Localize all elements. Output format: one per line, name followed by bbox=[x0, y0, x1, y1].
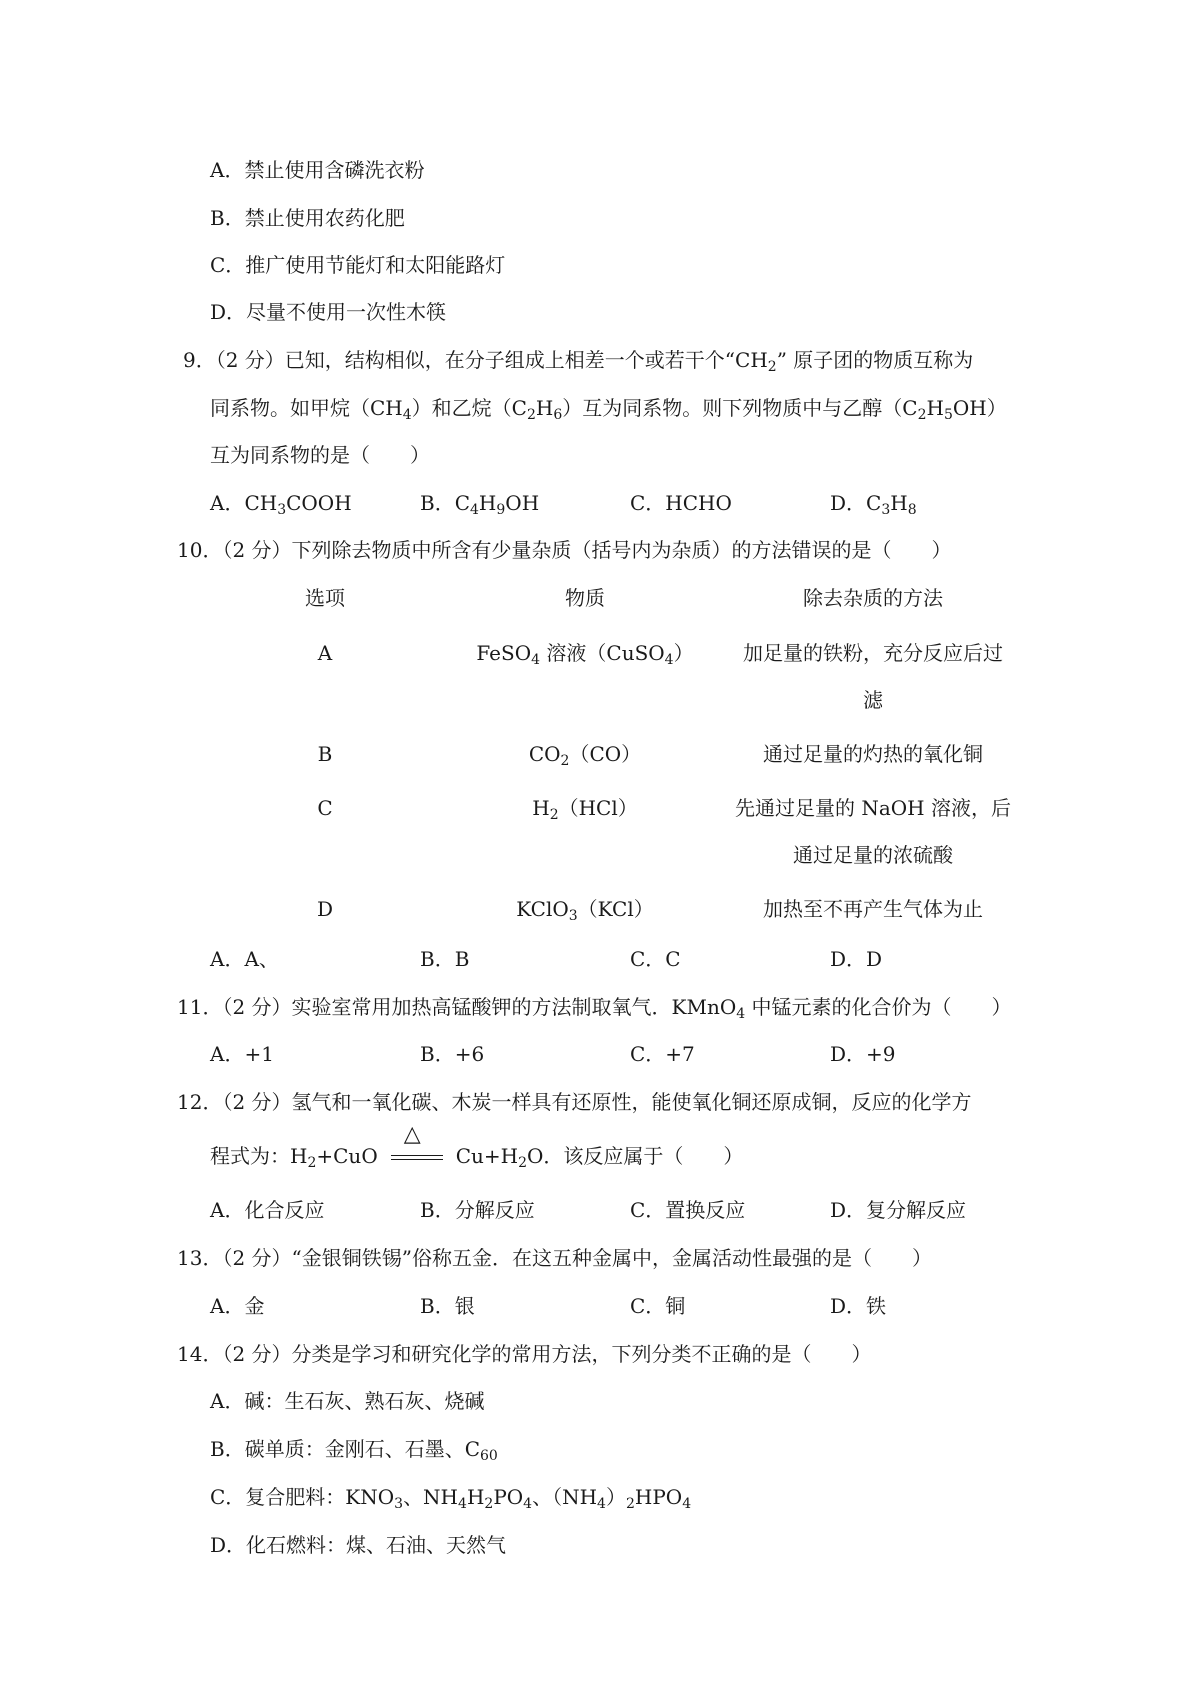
heat-delta-symbol: △ bbox=[403, 1122, 421, 1147]
q9-option-c: C．HCHO bbox=[630, 491, 732, 515]
q10-stem: 10．（2 分）下列除去物质中所含有少量杂质（括号内为杂质）的方法错误的是（ ） bbox=[177, 538, 952, 562]
table-row-a-method-cont: 滤 bbox=[863, 688, 883, 712]
q12-option-b: B．分解反应 bbox=[420, 1198, 535, 1222]
q12-option-c: C．置换反应 bbox=[630, 1198, 746, 1222]
q9-option-a: A．$CH_3COOH$ bbox=[210, 491, 352, 518]
table-header-option: 选项 bbox=[305, 586, 345, 610]
table-row-d-option: D bbox=[316, 897, 334, 921]
q14-option-b: B．碳单质：金刚石、石墨、$C_{60}$ bbox=[210, 1437, 498, 1464]
q9-stem-line-1: 9．（2 分）已知，结构相似，在分子组成上相差一个或若干个“$CH_2$” 原子团的物质互称为 bbox=[183, 348, 974, 375]
q10-option-c: C．C bbox=[630, 947, 681, 971]
table-row-b-material: $CO_2(CO)$ bbox=[528, 742, 642, 769]
table-row-a-option: A bbox=[317, 641, 333, 665]
q9-option-b: B．$C_4H_9OH$ bbox=[420, 491, 540, 518]
q11-option-d: D．+9 bbox=[830, 1042, 896, 1066]
q14-option-d: D．化石燃料：煤、石油、天然气 bbox=[210, 1533, 507, 1557]
q9-stem-line-3: 互为同系物的是（ ） bbox=[210, 443, 430, 467]
q12-option-d: D．复分解反应 bbox=[830, 1198, 967, 1222]
table-row-c-method: 先通过足量的 NaOH 溶液，后 bbox=[735, 796, 1011, 820]
q10-option-b: B．B bbox=[420, 947, 470, 971]
table-row-b-option: B bbox=[317, 742, 333, 766]
table-row-c-option: C bbox=[317, 796, 333, 820]
q10-option-d: D．D bbox=[830, 947, 883, 971]
table-header-method: 除去杂质的方法 bbox=[803, 586, 943, 610]
q9-option-d: D．$C_3H_8$ bbox=[830, 491, 917, 518]
equals-sign bbox=[391, 1155, 443, 1160]
q14-option-a: A．碱：生石灰、熟石灰、烧碱 bbox=[210, 1389, 485, 1413]
q12-option-a: A．化合反应 bbox=[210, 1198, 325, 1222]
q8-option-a: A．禁止使用含磷洗衣粉 bbox=[210, 158, 425, 182]
q8-option-c: C．推广使用节能灯和太阳能路灯 bbox=[210, 253, 506, 277]
q9-stem-line-2: 同系物。如甲烷$(CH_4)$和乙烷$(C_2H_6)$互为同系物。则下列物质中与乙醇$(C_2H_5OH)$ bbox=[210, 396, 1007, 423]
table-row-a-method: 加足量的铁粉，充分反应后过 bbox=[743, 641, 1003, 665]
q12-stem-line-1: 12．（2 分）氢气和一氧化碳、木炭一样具有还原性，能使氧化铜还原成铜，反应的化学方 bbox=[177, 1090, 972, 1114]
table-header-material: 物质 bbox=[565, 586, 605, 610]
q8-option-d: D．尽量不使用一次性木筷 bbox=[210, 300, 447, 324]
q13-option-a: A．金 bbox=[210, 1294, 265, 1318]
table-row-a-material: FeSO$_4$ 溶液（CuSO$_4$） bbox=[476, 641, 694, 668]
reaction-arrow bbox=[378, 1122, 456, 1170]
q13-stem: 13．（2 分）“金银铜铁锡”俗称五金．在这五种金属中，金属活动性最强的是（ ） bbox=[177, 1246, 932, 1270]
q13-option-c: C．铜 bbox=[630, 1294, 686, 1318]
q11-option-a: A．+1 bbox=[210, 1042, 274, 1066]
q13-option-d: D．铁 bbox=[830, 1294, 887, 1318]
q10-option-a: A．A、 bbox=[210, 947, 279, 971]
table-row-c-method-cont: 通过足量的浓硫酸 bbox=[793, 843, 953, 867]
q13-option-b: B．银 bbox=[420, 1294, 475, 1318]
table-row-d-material: KClO$_3$（KCl） bbox=[516, 897, 654, 924]
table-row-b-method: 通过足量的灼热的氧化铜 bbox=[763, 742, 983, 766]
table-row-c-material: $H_2(HCl)$ bbox=[532, 796, 638, 823]
q14-option-c: C．复合肥料：$KNO_3$、$NH_4H_2PO_4$、$(NH_4)_2HPO_4$ bbox=[210, 1485, 692, 1512]
q11-option-b: B．+6 bbox=[420, 1042, 485, 1066]
q14-stem: 14．（2 分）分类是学习和研究化学的常用方法，下列分类不正确的是（ ） bbox=[177, 1342, 872, 1366]
table-row-d-method: 加热至不再产生气体为止 bbox=[763, 897, 983, 921]
q11-stem: 11．（2 分）实验室常用加热高锰酸钾的方法制取氧气．KMnO$_4$ 中锰元素的化合价为（ ） bbox=[177, 995, 1012, 1022]
q12-equation-line: 程式为：$H_2+CuO$ △ $Cu+H_2O$．该反应属于（ ） bbox=[210, 1122, 744, 1171]
q11-option-c: C．+7 bbox=[630, 1042, 695, 1066]
q8-option-b: B．禁止使用农药化肥 bbox=[210, 206, 405, 230]
